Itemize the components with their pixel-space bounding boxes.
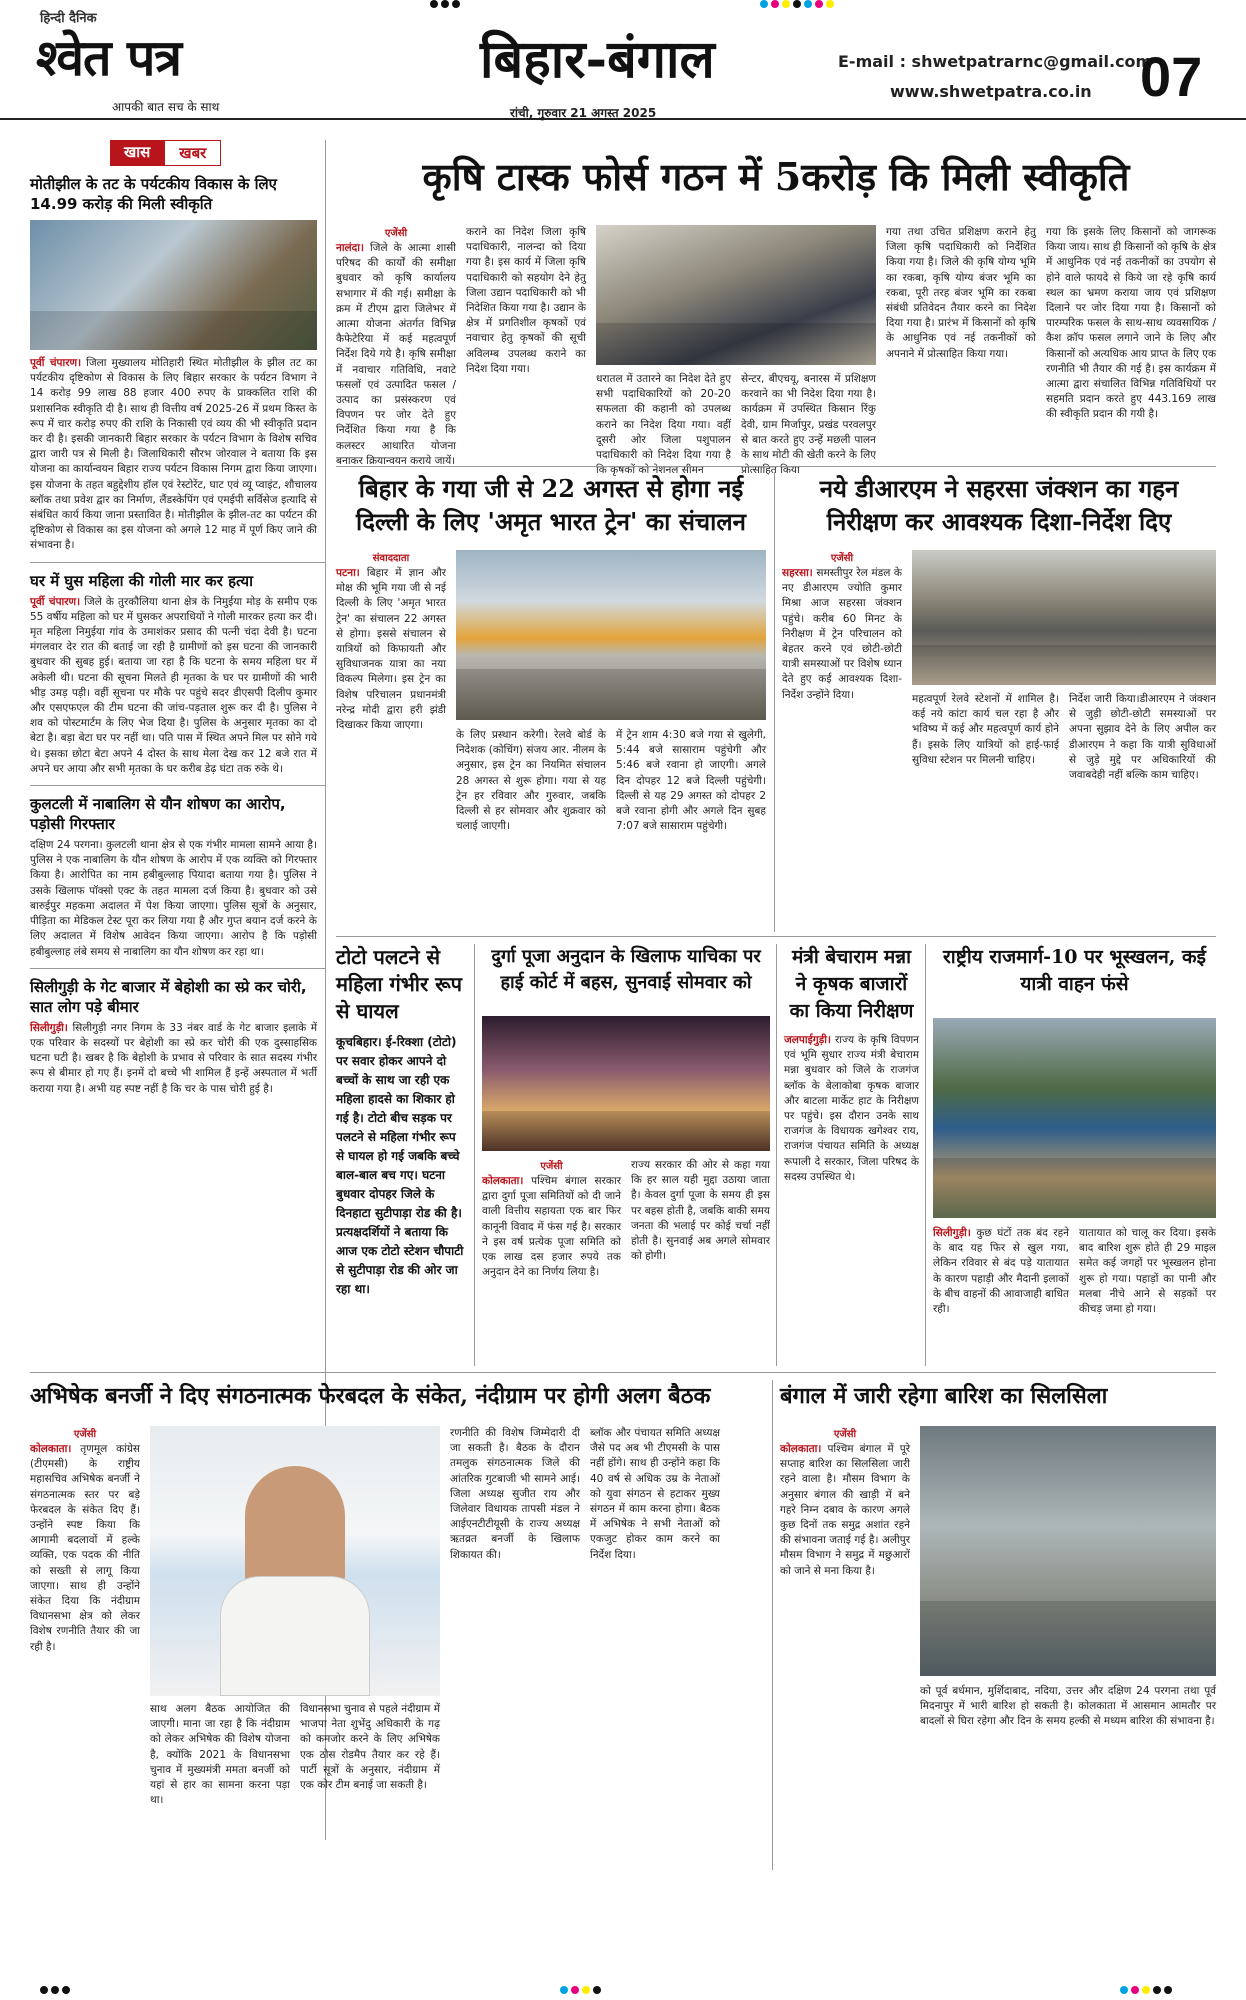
durga-col-2: राज्य सरकार की ओर से कहा गया कि हर साल यही मुद्दा उठाया जाता है। केवल दुर्गा पूजा के समय ही इस पर बहस होती है, जबकि बाकी समय जनता की भलाई पर कोई चर्चा नहीं होती है। सुनवाई अब अगले सोमवार को होगी। — [631, 1159, 770, 1263]
divider — [30, 785, 325, 786]
abhishek-headline-box — [30, 1380, 850, 1420]
divider — [474, 944, 475, 1366]
label-khas: खास — [110, 140, 164, 166]
lead-col-1: एजेंसी नालंदा। जिले के आत्मा शासी परिषद की कार्यों की समीक्षा बुधवार को कृषि कार्यालय सभागार में की गई। समीक्षा के क्रम में टीएम द्वारा जिलेभर में आत्मा योजना अंतर्गत विभिन्न कैफेटेरिया में कई महत्वपूर्ण निर्देश दिये गये है। कृषि समीक्षा में नवाचार गतिविधि, नवाटे फसलों एवं उत्पादित फसल / उत्पाद का प्रसंस्करण एवं विपणन पर जोर देते हुए निर्देशित किया गया है कि कलस्टर आधारित योजना बनाकर क्रियान्वयन कराये जायें। — [336, 228, 456, 467]
train-col-1: संवाददाता पटना। बिहार में ज्ञान और मोक्ष की भूमि गया जी से नई दिल्ली के लिए 'अमृत भारत ट्रेन' का संचालन 22 अगस्त से होगा। इससे संचालन से यात्रियों को किफायती और सुविधाजनक यात्रा का नया विकल्प मिलेगा। इस ट्रेन का विशेष परिचालन प्रधानमंत्री नरेन्द्र मोदी द्वारा हरी झंडी दिखाकर किया जाएगा। — [336, 553, 446, 732]
motijheel-photo — [30, 220, 317, 350]
color-bar-dots — [760, 0, 834, 8]
website-link[interactable]: www.shwetpatra.co.in — [890, 82, 1092, 101]
abhishek-headline: अभिषेक बनर्जी ने दिए संगठनात्मक फेरबदल के संकेत, नंदीग्राम पर होगी अलग बैठक — [30, 1383, 711, 1409]
abhishek-col-5: ब्लॉक और पंचायत समिति अध्यक्ष जैसे पद अब भी टीएमसी के पास नहीं होंगे। साथ ही उन्होंने कहा कि 40 वर्ष से अधिक उम्र के नेताओं को युवा संगठन से हटाकर मुख्य संगठन में काम करना होगा। बैठक में अभिषेक ने सभी नेताओं को एकजुट होकर काम करने का निर्देश दिया। — [590, 1427, 720, 1561]
rain-headline-box — [780, 1380, 1216, 1420]
abhishek-photo — [150, 1426, 440, 1696]
lead-col-4: सेन्टर, बीएचयू, बनारस में प्रशिक्षण करवाने का भी निदेश दिया गया है। कार्यक्रम में उपस्थित किसान रिंकु देवी, ग्राम मिर्जापुर, प्रखंड परवलपुर से बात करते हुए उन्हें मछली पालन के साथ मोटी की खेती करने के लिए प्रोत्साहित किया — [741, 373, 876, 477]
story-headline: घर में घुस महिला की गोली मार कर हत्या — [30, 571, 253, 590]
story-headline: सिलीगुड़ी के गेट बाजार में बेहोशी का स्प्रे कर चोरी, सात लोग पड़े बीमार — [30, 977, 307, 1016]
toto-headline: टोटो पलटने से महिला गंभीर रूप से घायल — [336, 945, 463, 1023]
footer-color-dots — [560, 1986, 601, 1994]
drm-col-3: निर्देश जारी किया।डीआरएम ने जंक्शन से जुड़ी छोटी-छोटी समस्याओं पर अपना सुझाव देने के लिए अपील कर डीआरएम ने कहा कि यात्री सुविधाओं से जुड़े मुद्दे पर अधिकारियों की जवाबदेही नहीं बल्कि काम चाहिए। — [1069, 693, 1216, 782]
divider — [30, 1372, 1216, 1373]
meeting-photo — [596, 225, 876, 365]
abhishek-col-3: विधानसभा चुनाव से पहले नंदीग्राम में भाजपा नेता शुभेंदु अधिकारी के गढ़ को कमजोर करने के लिए अभिषेक एक ठोस रोडमैप तैयार कर रहे हैं। पार्टी सूत्रों के अनुसार, नंदीग्राम में एक कोर टीम बनाई जा सकती है। — [300, 1703, 440, 1792]
tagline: आपकी बात सच के साथ — [112, 100, 220, 114]
durga-headline: दुर्गा पूजा अनुदान के खिलाफ याचिका पर हाई कोर्ट में बहस, सुनवाई सोमवार को — [491, 946, 761, 993]
minister-story: मंत्री बेचाराम मन्ना ने कृषक बाजारों का किया निरीक्षण जलपाईगुड़ी। राज्य के कृषि विपणन एवं भूमि सुधार राज्य मंत्री बेचाराम मन्ना बुधवार को जिले के राजगंज ब्लॉक के बेलाकोबा कृषक बाजार और बाटला मार्केट हाट के निरीक्षण पर पहुंचे। इस दौरान उनके साथ राजगंज के विधायक खगेश्वर राय, राजगंज पंचायत समिति के अध्यक्ष रूपाली दे सरकार, जिला परिषद के सदस्य उपस्थित थे। — [784, 946, 919, 1183]
story-headline: कुलटली में नाबालिग से यौन शोषण का आरोप, पड़ोसी गिरफ्तार — [30, 795, 286, 834]
nh10-headline-box — [933, 944, 1216, 1014]
story-body: पूर्वी चंपारण। जिला मुख्यालय मोतिहारी स्थित मोतीझील के झील तट का पर्यटकीय दृष्टिकोण से विकास के लिए बिहार सरकार के पर्यटन विभाग ने 14 करोड़ 99 लाख 88 हजार 400 रुपए के प्राक्कलित राशि की प्रशासनिक स्वीकृति दी है। साथ ही वित्तीय वर्ष 2025-26 में प्रथम किस्त के रूप में चार करोड़ रुपए की राशि के निकासी एवं व्यय की भी स्वीकृति प्रदान कर दी है। इसकी जानकारी बिहार सरकार के पर्यटन विभाग के विशेष सचिव द्वारा जारी पत्र से मिली है। जिलाधिकारी सौरभ जोरवाल ने बताया कि इस योजना का कार्यान्वयन बिहार राज्य पर्यटन विकास निगम द्वारा किया जाएगा। इस योजना के तहत बहुद्देशीय हॉल एवं रेस्टोरेंट, घाट एवं व्यू प्वाइंट, शौचालय ब्लॉक तथा प्रवेश द्वार का निर्माण, लैंडस्केपिंग एवं एमईपी सर्विसेज इत्यादि से संबंधित कार्य किया जाना प्रस्तावित है। मोतीझील के झील-तट का पर्यटन की दृष्टिकोण से विकास का इस योजना को अगले 12 माह में पूर्ण किए जाने की संभावना है। — [30, 357, 317, 552]
rain-headline: बंगाल में जारी रहेगा बारिश का सिलसिला — [780, 1383, 1108, 1409]
toto-body: कूचबिहार। ई-रिक्शा (टोटो) पर सवार होकर आपने दो बच्चों के साथ जा रही एक महिला हादसे का शिकार हो गई है। टोटो बीच सड़क पर पलटने से महिला गंभीर रूप से घायल हो गई जबकि बच्चे बाल-बाल बच गए। घटना बुधवार दोपहर जिले के दिनहाटा सुटीपाड़ा रोड की है। प्रत्यक्षदर्शियों ने बताया कि आज एक टोटो स्टेशन चौपाटी से सुटीपाड़ा रोड की ओर जा रहा था। — [336, 1035, 464, 1296]
nh10-col-1: सिलीगुड़ी। कुछ घंटों तक बंद रहने के बाद यह फिर से खुल गया, लेकिन रविवार से बंद पड़े यातायात के कारण पहाड़ी और मैदानी इलाकों के बीच वाहनों की आवाजाही बाधित रही। — [933, 1227, 1069, 1316]
divider — [776, 944, 777, 1366]
divider — [774, 472, 775, 932]
divider — [336, 466, 1216, 467]
story-body: सिलीगुड़ी। सिलीगुड़ी नगर निगम के 33 नंबर वार्ड के गेट बाजार इलाके में एक परिवार के सदस्यों पर बेहोशी का स्प्रे कर चोरी की एक दुस्साहसिक घटना घटी है। खबर है कि बेहोशी के प्रभाव से परिवार के सात सदस्य गंभीर रूप से बीमार हो गए हैं। इनमें दो बच्चे भी शामिल हैं इन्हें अस्पताल में भर्ती कराया गया है। अभी यह स्पष्ट नहीं है कि चर के पास चोरी हुई है। — [30, 1021, 318, 1095]
divider — [336, 936, 1216, 937]
logo-subtitle: हिन्दी दैनिक — [40, 11, 97, 26]
drm-col-2: महत्वपूर्ण रेलवे स्टेशनों में शामिल है। कई नये कांटा कार्य चल रहा है और भविष्य में कई और महत्वपूर्ण कार्य होने हैं। इसके लिए यात्रियों को हाई-फाई सुविधा स्टेशन पर मिलनी चाहिए। — [912, 693, 1059, 766]
abhishek-col-1: एजेंसी कोलकाता। तृणमूल कांग्रेस (टीएमसी) के राष्ट्रीय महासचिव अभिषेक बनर्जी ने संगठनात्मक स्तर पर बड़े फेरबदल के संकेत दिए हैं। उन्होंने स्पष्ट किया कि आगामी बदलावों में हल्के व्यक्ति, एक पदक की नीति को सख्ती से लागू किया जाएगा। साथ ही उन्होंने संकेत दिया कि नंदीग्राम विधानसभा क्षेत्र को लेकर विशेष रणनीति तैयार की जा रही है। — [30, 1429, 140, 1653]
issue-dateline: रांची, गुरुवार 21 अगस्त 2025 — [510, 106, 657, 120]
train-photo — [456, 550, 766, 720]
rain-col-2: को पूर्व बर्धमान, मुर्शिदाबाद, नदिया, उत्तर और दक्षिण 24 परगना तथा पूर्व मिदनापुर में भारी बारिश हो सकती है। कोलकाता में आसमान आमतौर पर बादलों से घिरा रहेगा और दिन के समय हल्की से मध्यम बारिश की संभावना है। — [920, 1685, 1216, 1728]
nh10-headline: राष्ट्रीय राजमार्ग-10 पर भूस्खलन, कई यात्री वाहन फंसे — [943, 946, 1206, 995]
story-dateline: पूर्वी चंपारण। — [30, 357, 82, 369]
rain-col-1: एजेंसी कोलकाता। पश्चिम बंगाल में पूरे सप्ताह बारिश का सिलसिला जारी रहने वाला है। मौसम विभाग के अनुसार बंगाल की खाड़ी में बने गहरे निम्न दबाव के कारण अगले कुछ दिनों तक समुद्र अशांत रहने की संभावना जताई गई है। अलीपुर मौसम विभाग ने समुद्र में मछुआरों को जाने से मना किया है। — [780, 1429, 910, 1577]
drm-inspection-photo — [912, 550, 1216, 685]
lead-col-3: धरातल में उतारने का निदेश देते हुए सभी पदाधिकारियों को 20-20 सफलता की कहानी को उपलब्ध कराने का निदेश दिया गया। वहीं दूसरी ओर जिला पशुपालन पदाधिकारी को निदेश दिया गया है कि कृषकों को नेशनल सीमन — [596, 373, 731, 477]
page-number: 07 — [1140, 45, 1203, 108]
registration-dots — [430, 0, 460, 8]
label-khabar: खबर — [164, 140, 221, 166]
durga-headline-box — [482, 944, 770, 1012]
abhishek-col-4: रणनीति की विशेष जिम्मेदारी दी जा सकती है। बैठक के दौरान तमलुक संगठनात्मक जिले की आंतरिक गुटबाजी भी सामने आई। जिला अध्यक्ष सुजीत राय और जिलेवार विधायक तापसी मंडल ने आईएनटीटीयूसी के राज्य अध्यक्ष ऋतव्रत बनर्जी के खिलाफ शिकायत की। — [450, 1427, 580, 1561]
rain-photo — [920, 1426, 1216, 1676]
speaker-shirt — [220, 1576, 370, 1696]
divider — [30, 562, 325, 563]
train-headline: बिहार के गया जी से 22 अगस्त से होगा नई दिल्ली के लिए 'अमृत भारत ट्रेन' का संचालन — [356, 474, 746, 536]
lead-col-6: गया कि इसके लिए किसानों को जागरूक किया जाय। साथ ही किसानों को कृषि के क्षेत्र में आधुनिक एवं नई तकनीकों का उपयोग से होने वाले फायदे से किये जा रहे कृषि कार्य स्थल का भ्रमण कराया जाय एवं प्रशिक्षण दिलाने पर जोर दिया गया है। किसानों को पारम्परिक फसल के साथ-साथ व्यवसायिक / कैश क्रॉप फसल लगाने जाने के लिए और किसानों को अत्यधिक आय प्राप्त के लिए एक रणनीति भी तैयार की गई है। इस कार्यक्रम में आत्मा द्वारा संचालित विभिन्न गतिविधियों पर सहमति प्रदान करते हुए 443.169 लाख की स्वीकृति प्रदान की गयी है। — [1046, 226, 1217, 421]
toto-story — [336, 944, 468, 1364]
story-body: पूर्वी चंपारण। जिले के तुरकौलिया थाना क्षेत्र के निमुईया मोड़ के समीप एक 55 वर्षीय महिला को घर में घुसकर अपराधियों ने गोली मारकर हत्या कर दी। मृत महिला निमुईया गांव के उमाशंकर प्रसाद की पत्नी चंदा देवी है। घटना मंगलवार देर रात की बताई जा रही है ग्रामीणों को इस घटना की जानकारी बुधवार की सुबह हुई। बताया जा रहा है कि घटना के समय महिला घर में अकेली थी। घटना की सूचना मिलते ही मृतका के घर पर ग्रामीणों की भारी भीड़ उमड़ पड़ी। वहीं सूचना पर मौके पर पहुंचे सदर डीएसपी दिलीप कुमार और एसएफएल की टीम घटना की जांच-पड़ताल शुरू कर दी है। पुलिस ने शव को पोस्टमार्टम के लिए भेज दिया है। पुलिस के अनुसार मृतका का दो बेटा है। बड़ा बेटा घर पर नहीं था। पति पास में स्थित अपने मिल पर सोने गये थे। इसका छोटा बेटा अपने 4 दोस्त के साथ मेला देख कर 12 बजे रात में अपने घर आया और सभी मृतका के घर करीब डेढ़ घंटा तक रुके थे। — [30, 595, 318, 775]
durga-puja-photo — [482, 1016, 770, 1151]
speaker-figure — [245, 1466, 345, 1586]
nh10-col-2: यातायात को चालू कर दिया। इसके बाद बारिश शुरू होते ही 29 माइल समेत कई जगहों पर भूस्खलन होना शुरू हो गया। पहाड़ों का पानी और मलबा नीचे आने से सड़कों पर कीचड़ जमा हो गया। — [1079, 1227, 1216, 1316]
footer-registration-dots — [40, 1986, 70, 1994]
email-address[interactable]: E-mail : shwetpatrarnc@gmail.com — [838, 52, 1153, 71]
abhishek-col-2: साथ अलग बैठक आयोजित की जाएगी। माना जा रहा है कि नंदीग्राम को लेकर अभिषेक की विशेष योजना है, क्योंकि 2021 के विधानसभा चुनाव में मुख्यमंत्री ममता बनर्जी को यहां से हार का सामना करना पड़ा था। — [150, 1703, 290, 1807]
lead-headline: कृषि टास्क फोर्स गठन में 5करोड़ कि मिली स्वीकृति — [422, 154, 1130, 199]
footer-color-dots-right — [1120, 1986, 1172, 1994]
divider — [30, 968, 325, 969]
special-news-label — [110, 140, 325, 166]
story-headline: मोतीझील के तट के पर्यटकीय विकास के लिए 14.99 करोड़ की मिली स्वीकृति — [30, 175, 277, 213]
lead-col-5: गया तथा उचित प्रशिक्षण कराने हेतु जिला कृषि पदाधिकारी को निर्देशित किया गया है। जिले की कृषि योग्य भूमि का रकबा, कृषि योग्य बंजर भूमि का रकबा, पूरी तरह बंजर भूमि का रकबा संबंधी प्रतिवेदन तैयार करने का निदेश दिया गया है। प्रारंभ में किसानों को कृषि के आधुनिक एवं नई तकनीकों को अपनाने में प्रोत्साहित किया गया। — [886, 226, 1036, 360]
drm-col-1: एजेंसी सहरसा। समस्तीपुर रेल मंडल के नए डीआरएम ज्योति कुमार मिश्रा आज सहरसा जंक्शन पहुंचे। करीब 60 मिनट के निरीक्षण में ट्रेन परिचालन को बेहतर करने एवं छोटी-छोटी यात्री समस्याओं पर विशेष ध्यान देते हुए कई आवश्यक दिशा-निर्देश उन्होंने दिया। — [782, 553, 902, 701]
divider — [772, 1380, 773, 1870]
train-col-3: में ट्रेन शाम 4:30 बजे गया से खुलेगी, 5:44 बजे सासाराम पहुंचेगी और 5:46 बजे रवाना हो जाएगी। अगले दिन दोपहर 12 बजे दिल्ली पहुंचेगी। दिल्ली से यह 29 अगस्त को दोपहर 2 बजे रवाना होगी और अगले दिन सुबह 7:07 बजे सासाराम पहुंचेगी। — [616, 729, 766, 833]
section-title: बिहार-बंगाल — [480, 29, 715, 90]
masthead — [0, 0, 1246, 120]
lead-col-2: कराने का निदेश जिला कृषि पदाधिकारी, नालन्दा को दिया गया है। इस कार्य में जिला कृषि पदाधिकारी को सहयोग देने हेतु जिला उद्यान पदाधिकारी को भी निदेशित किया गया है। उद्यान के क्षेत्र में प्रगतिशील कृषकों एवं नवाचार हेतु कृषकों की सूची अविलम्ब उपलब्ध कराने का निदेश दिया गया। — [466, 226, 586, 375]
train-headline-box — [336, 472, 766, 542]
landslide-photo — [933, 1018, 1216, 1218]
drm-headline-box — [782, 472, 1216, 542]
durga-col-1: एजेंसी कोलकाता। पश्चिम बंगाल सरकार द्वारा दुर्गा पूजा समितियों को दी जाने वाली वित्तीय सहायता एक बार फिर कानूनी विवाद में फंस गई है। सरकार ने इस वर्ष प्रत्येक पूजा समिति को एक लाख दस हजार रुपये तक अनुदान देने का निर्णय लिया है। — [482, 1161, 622, 1279]
drm-headline: नये डीआरएम ने सहरसा जंक्शन का गहन निरीक्षण कर आवश्यक दिशा-निर्देश दिए — [819, 474, 1179, 536]
story-body: दक्षिण 24 परगना। कुलटली थाना क्षेत्र से एक गंभीर मामला सामने आया है। पुलिस ने एक नाबालिग के यौन शोषण के आरोप में एक व्यक्ति को गिरफ्तार किया है। आरोपित का नाम हबीबुल्लाह पियादा बताया गया है। पुलिस ने उसके खिलाफ पॉक्सो एक्ट के तहत मामला दर्ज किया है। बुधवार को उसे बारुईपुर महकमा अदालत में पेश किया जाएगा। पुलिस सूत्रों के अनुसार, पीड़िता का मेडिकल टेस्ट पूरा कर लिया गया है और गुप्त बयान दर्ज करने के लिए अदालत में विशेष आवेदन किया जाएगा। आरोप है कि पड़ोसी हबीबुल्लाह लंबे समय से नाबालिग का यौन शोषण कर रहा था। — [30, 839, 317, 958]
newspaper-logo: श्वेत पत्र — [36, 28, 181, 87]
train-col-2: के लिए प्रस्थान करेगी। रेलवे बोर्ड के निदेशक (कोचिंग) संजय आर. नीलम के अनुसार, इस ट्रेन का नियमित संचालन 28 अगस्त से शुरू होगा। गया से यह ट्रेन हर रविवार और गुरुवार, जबकि दिल्ली से हर सोमवार और शुक्रवार को चलाई जाएगी। — [456, 729, 606, 833]
minister-headline: मंत्री बेचाराम मन्ना ने कृषक बाजारों का किया निरीक्षण — [789, 946, 914, 1022]
divider — [925, 944, 926, 1366]
